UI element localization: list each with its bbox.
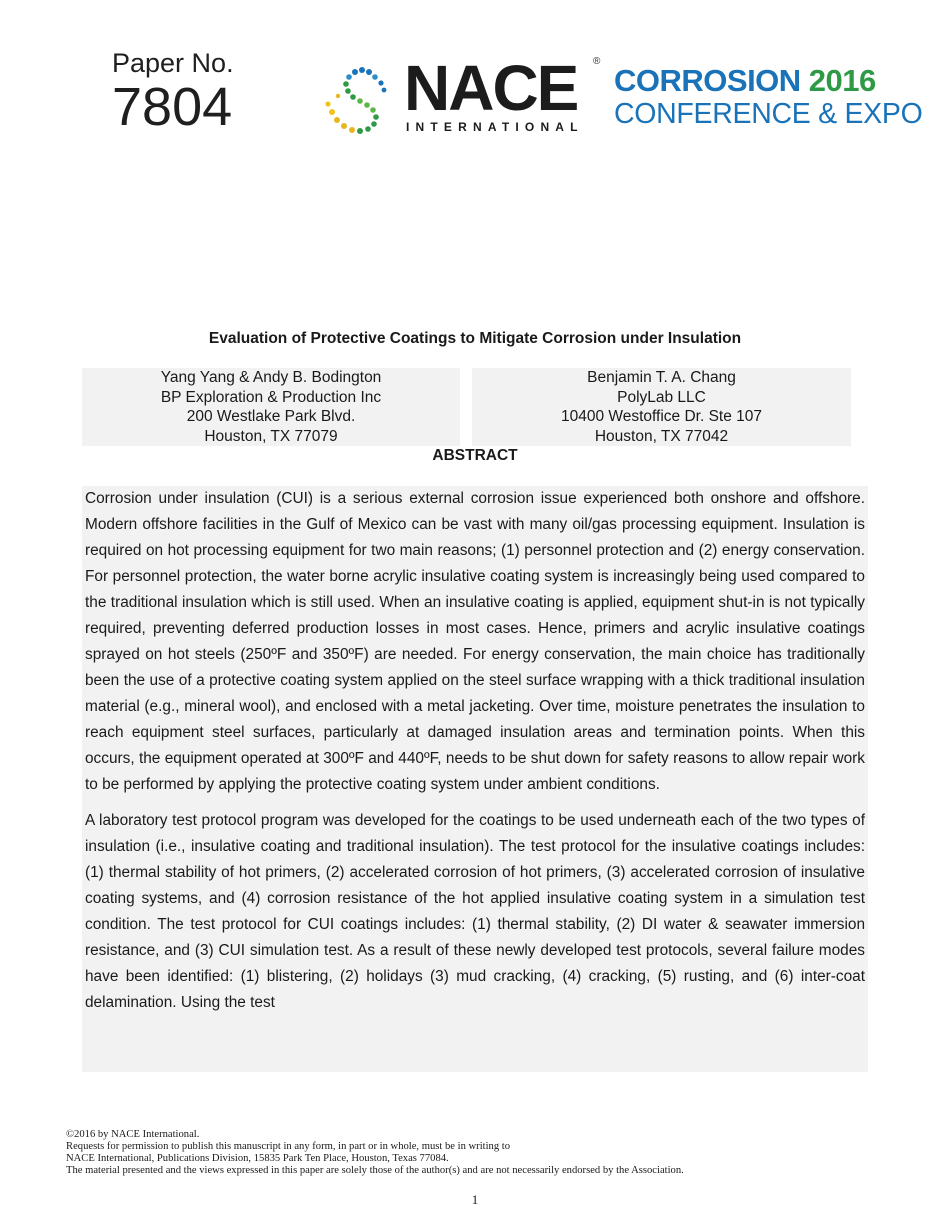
paper-title: Evaluation of Protective Coatings to Mitigate Corrosion under Insulation bbox=[208, 330, 742, 347]
author-organization: BP Exploration & Production Inc bbox=[160, 388, 382, 406]
nace-logo bbox=[322, 52, 612, 136]
conference-year: 2016 bbox=[808, 63, 876, 98]
author-names: Benjamin T. A. Chang bbox=[587, 369, 736, 386]
nace-swirl-icon bbox=[322, 64, 398, 140]
nace-subtitle: INTERNATIONAL bbox=[406, 120, 584, 134]
page-number: 1 bbox=[471, 1192, 479, 1207]
footer-line: The material presented and the views expressed in this paper are solely those of the author(s) and are not necessarily endorsed by the Association. bbox=[66, 1165, 684, 1176]
conference-logo bbox=[614, 64, 922, 130]
abstract-heading: ABSTRACT bbox=[432, 447, 518, 464]
paper-number-block bbox=[112, 48, 234, 137]
author-city: Houston, TX 77042 bbox=[594, 427, 729, 445]
nace-wordmark: NACE bbox=[404, 52, 578, 124]
author-block-1 bbox=[82, 368, 460, 446]
copyright-footer bbox=[66, 1129, 684, 1177]
author-street: 10400 Westoffice Dr. Ste 107 bbox=[560, 408, 763, 425]
conference-corrosion: CORROSION bbox=[614, 63, 809, 98]
abstract-body bbox=[82, 486, 868, 1072]
author-names: Yang Yang & Andy B. Bodington bbox=[160, 369, 382, 386]
conference-line1 bbox=[614, 64, 922, 98]
author-city: Houston, TX 77079 bbox=[204, 427, 338, 445]
conference-line2: CONFERENCE & EXPO bbox=[614, 98, 923, 130]
footer-line: ©2016 by NACE International. bbox=[66, 1129, 200, 1140]
paper-number: 7804 bbox=[112, 77, 233, 137]
abstract-paragraph-2: A laboratory test protocol program was developed for the coatings to be used underneath each of the two types of insulation (i.e., insulative coating and traditional insulation). The test protocol for the insulative coatings includes: (1) thermal stability of hot primers, (2) accelerated corrosion of hot primers, (3) accelerated corrosion of insulative coating systems, and (4) corrosion resistance of the hot applied insulative coating system in a simulation test condition. The test protocol for CUI coatings includes: (1) thermal stability, (2) DI water & seawater immersion resistance, and (3) CUI simulation test. As a result of these newly developed test protocols, several failure modes have been identified: (1) blistering, (2) holidays (3) mud cracking, (4) cracking, (5) rusting, and (6) inter-coat delamination. Using the test bbox=[85, 812, 865, 1011]
abstract-paragraph-1: Corrosion under insulation (CUI) is a serious external corrosion issue experienced both onshore and offshore. Modern offshore facilities in the Gulf of Mexico can be vast with many oil/gas processing equipment. Insulation is required on hot processing equipment for two main reasons; (1) personnel protection and (2) energy conservation. For personnel protection, the water borne acrylic insulative coating system is increasingly being used compared to the traditional insulation which is still used. When an insulative coating is applied, equipment shut-in is not typically required, preventing deferred production losses in most cases. Hence, primers and acrylic insulative coatings sprayed on hot steels (250ºF and 350ºF) are needed. For energy conservation, the main choice has traditionally been the use of a protective coating system applied on the steel surface wrapping with a thick traditional insulation material (e.g., mineral wool), and enclosed with a metal jacketing. Over time, moisture penetrates the insulation to reach equipment steel surfaces, particularly at damaged insulation areas and termination points. When this occurs, the equipment operated at 300ºF and 440ºF, needs to be shut down for safety reasons to allow repair work to be performed by applying the protective coating system under ambient conditions. bbox=[85, 490, 865, 793]
author-block-2 bbox=[472, 368, 851, 446]
author-street: 200 Westlake Park Blvd. bbox=[186, 408, 356, 425]
footer-line: NACE International, Publications Division, 15835 Park Ten Place, Houston, Texas 77084. bbox=[66, 1153, 449, 1164]
footer-line: Requests for permission to publish this manuscript in any form, in part or in whole, must be in writing to bbox=[66, 1141, 511, 1152]
registered-mark: ® bbox=[593, 56, 601, 67]
paper-number-label: Paper No. bbox=[112, 48, 234, 78]
author-organization: PolyLab LLC bbox=[617, 388, 706, 406]
